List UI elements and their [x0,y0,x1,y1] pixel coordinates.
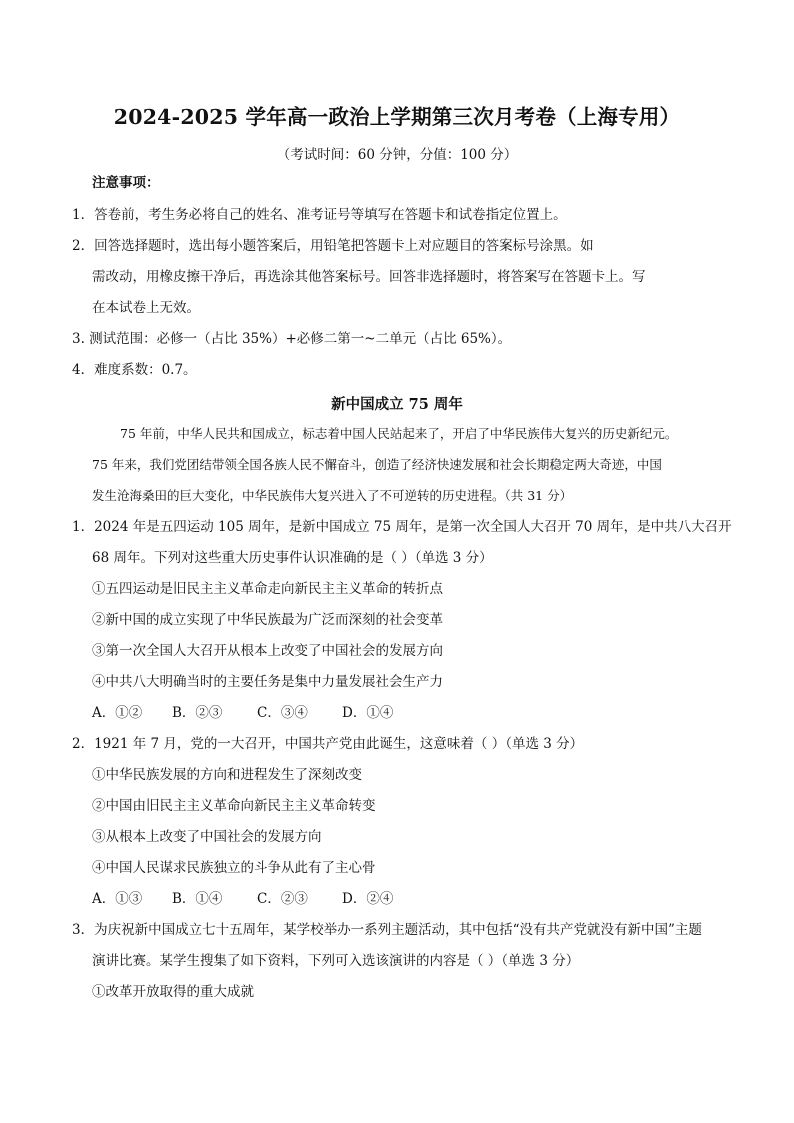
question-stem: 1．2024 年是五四运动 105 周年，是新中国成立 75 周年，是第一次全国人大召开 70 周年，是中共八大召开 [72,519,732,535]
question-statement: ①改革开放取得的重大成就 [92,984,254,1000]
notice-item: 2．回答选择题时，选出每小题答案后，用铅笔把答题卡上对应题目的答案标号涂黑。如 [72,238,594,254]
question-statement: ①中华民族发展的方向和进程发生了深刻改变 [92,767,362,783]
option-d: D．①④ [342,705,394,721]
option-c: C．③④ [257,705,308,721]
question-statement: ③第一次全国人大召开从根本上改变了中国社会的发展方向 [92,643,443,659]
question-statement: ③从根本上改变了中国社会的发展方向 [92,829,322,845]
answer-options [92,890,393,908]
option-a: A．①③ [92,891,143,907]
option-a: A．①② [92,705,143,721]
question-stem: 3．为庆祝新中国成立七十五周年，某学校举办一系列主题活动，其中包括“没有共产党就没有新中国”主题 [72,922,702,938]
exam-info: （考试时间：60 分钟，分值：100 分） [276,147,518,163]
question-statement: ②新中国的成立实现了中华民族最为广泛而深刻的社会变革 [92,612,443,628]
option-b: B．②③ [172,705,223,721]
question-statement: ①五四运动是旧民主主义革命走向新民主主义革命的转折点 [92,581,443,597]
question-statement: ②中国由旧民主主义革命向新民主主义革命转变 [92,798,376,814]
material-line: 75 年前，中华人民共和国成立，标志着中国人民站起来了，开启了中华民族伟大复兴的历史新纪元。 [120,426,678,441]
section-title: 新中国成立 75 周年 [331,396,463,413]
option-b: B．①④ [172,891,223,907]
question-statement: ④中共八大明确当时的主要任务是集中力量发展社会生产力 [92,674,443,690]
question-stem: 演讲比赛。某学生搜集了如下资料，下列可入选该演讲的内容是（ ）（单选 3 分） [92,953,580,969]
material-line: 发生沧海桑田的巨大变化，中华民族伟大复兴进入了不可逆转的历史进程。（共 31 分） [92,488,573,503]
notice-item: 3. 测试范围：必修一（占比 35%）+必修二第一~二单元（占比 65%）。 [72,331,512,347]
notice-item: 需改动，用橡皮擦干净后，再选涂其他答案标号。回答非选择题时，将答案写在答题卡上。写 [92,269,646,285]
notice-item: 1．答卷前，考生务必将自己的姓名、准考证号等填写在答题卡和试卷指定位置上。 [72,207,567,223]
page-title: 2024-2025 学年高一政治上学期第三次月考卷（上海专用） [113,105,681,129]
question-statement: ④中国人民谋求民族独立的斗争从此有了主心骨 [92,860,376,876]
option-c: C．②③ [257,891,308,907]
option-d: D．②④ [342,891,394,907]
answer-options [92,704,393,722]
material-line: 75 年来，我们党团结带领全国各族人民不懈奋斗，创造了经济快速发展和社会长期稳定两大奇迹，中国 [92,457,662,472]
notice-item: 4．难度系数：0.7。 [72,362,197,378]
notice-item: 在本试卷上无效。 [92,300,200,316]
question-stem: 68 周年。下列对这些重大历史事件认识准确的是（ ）（单选 3 分） [92,550,493,566]
notice-heading: 注意事项： [92,175,160,191]
question-stem: 2．1921 年 7 月，党的一大召开，中国共产党由此诞生，这意味着（ ）（单选 3 分） [72,736,584,752]
